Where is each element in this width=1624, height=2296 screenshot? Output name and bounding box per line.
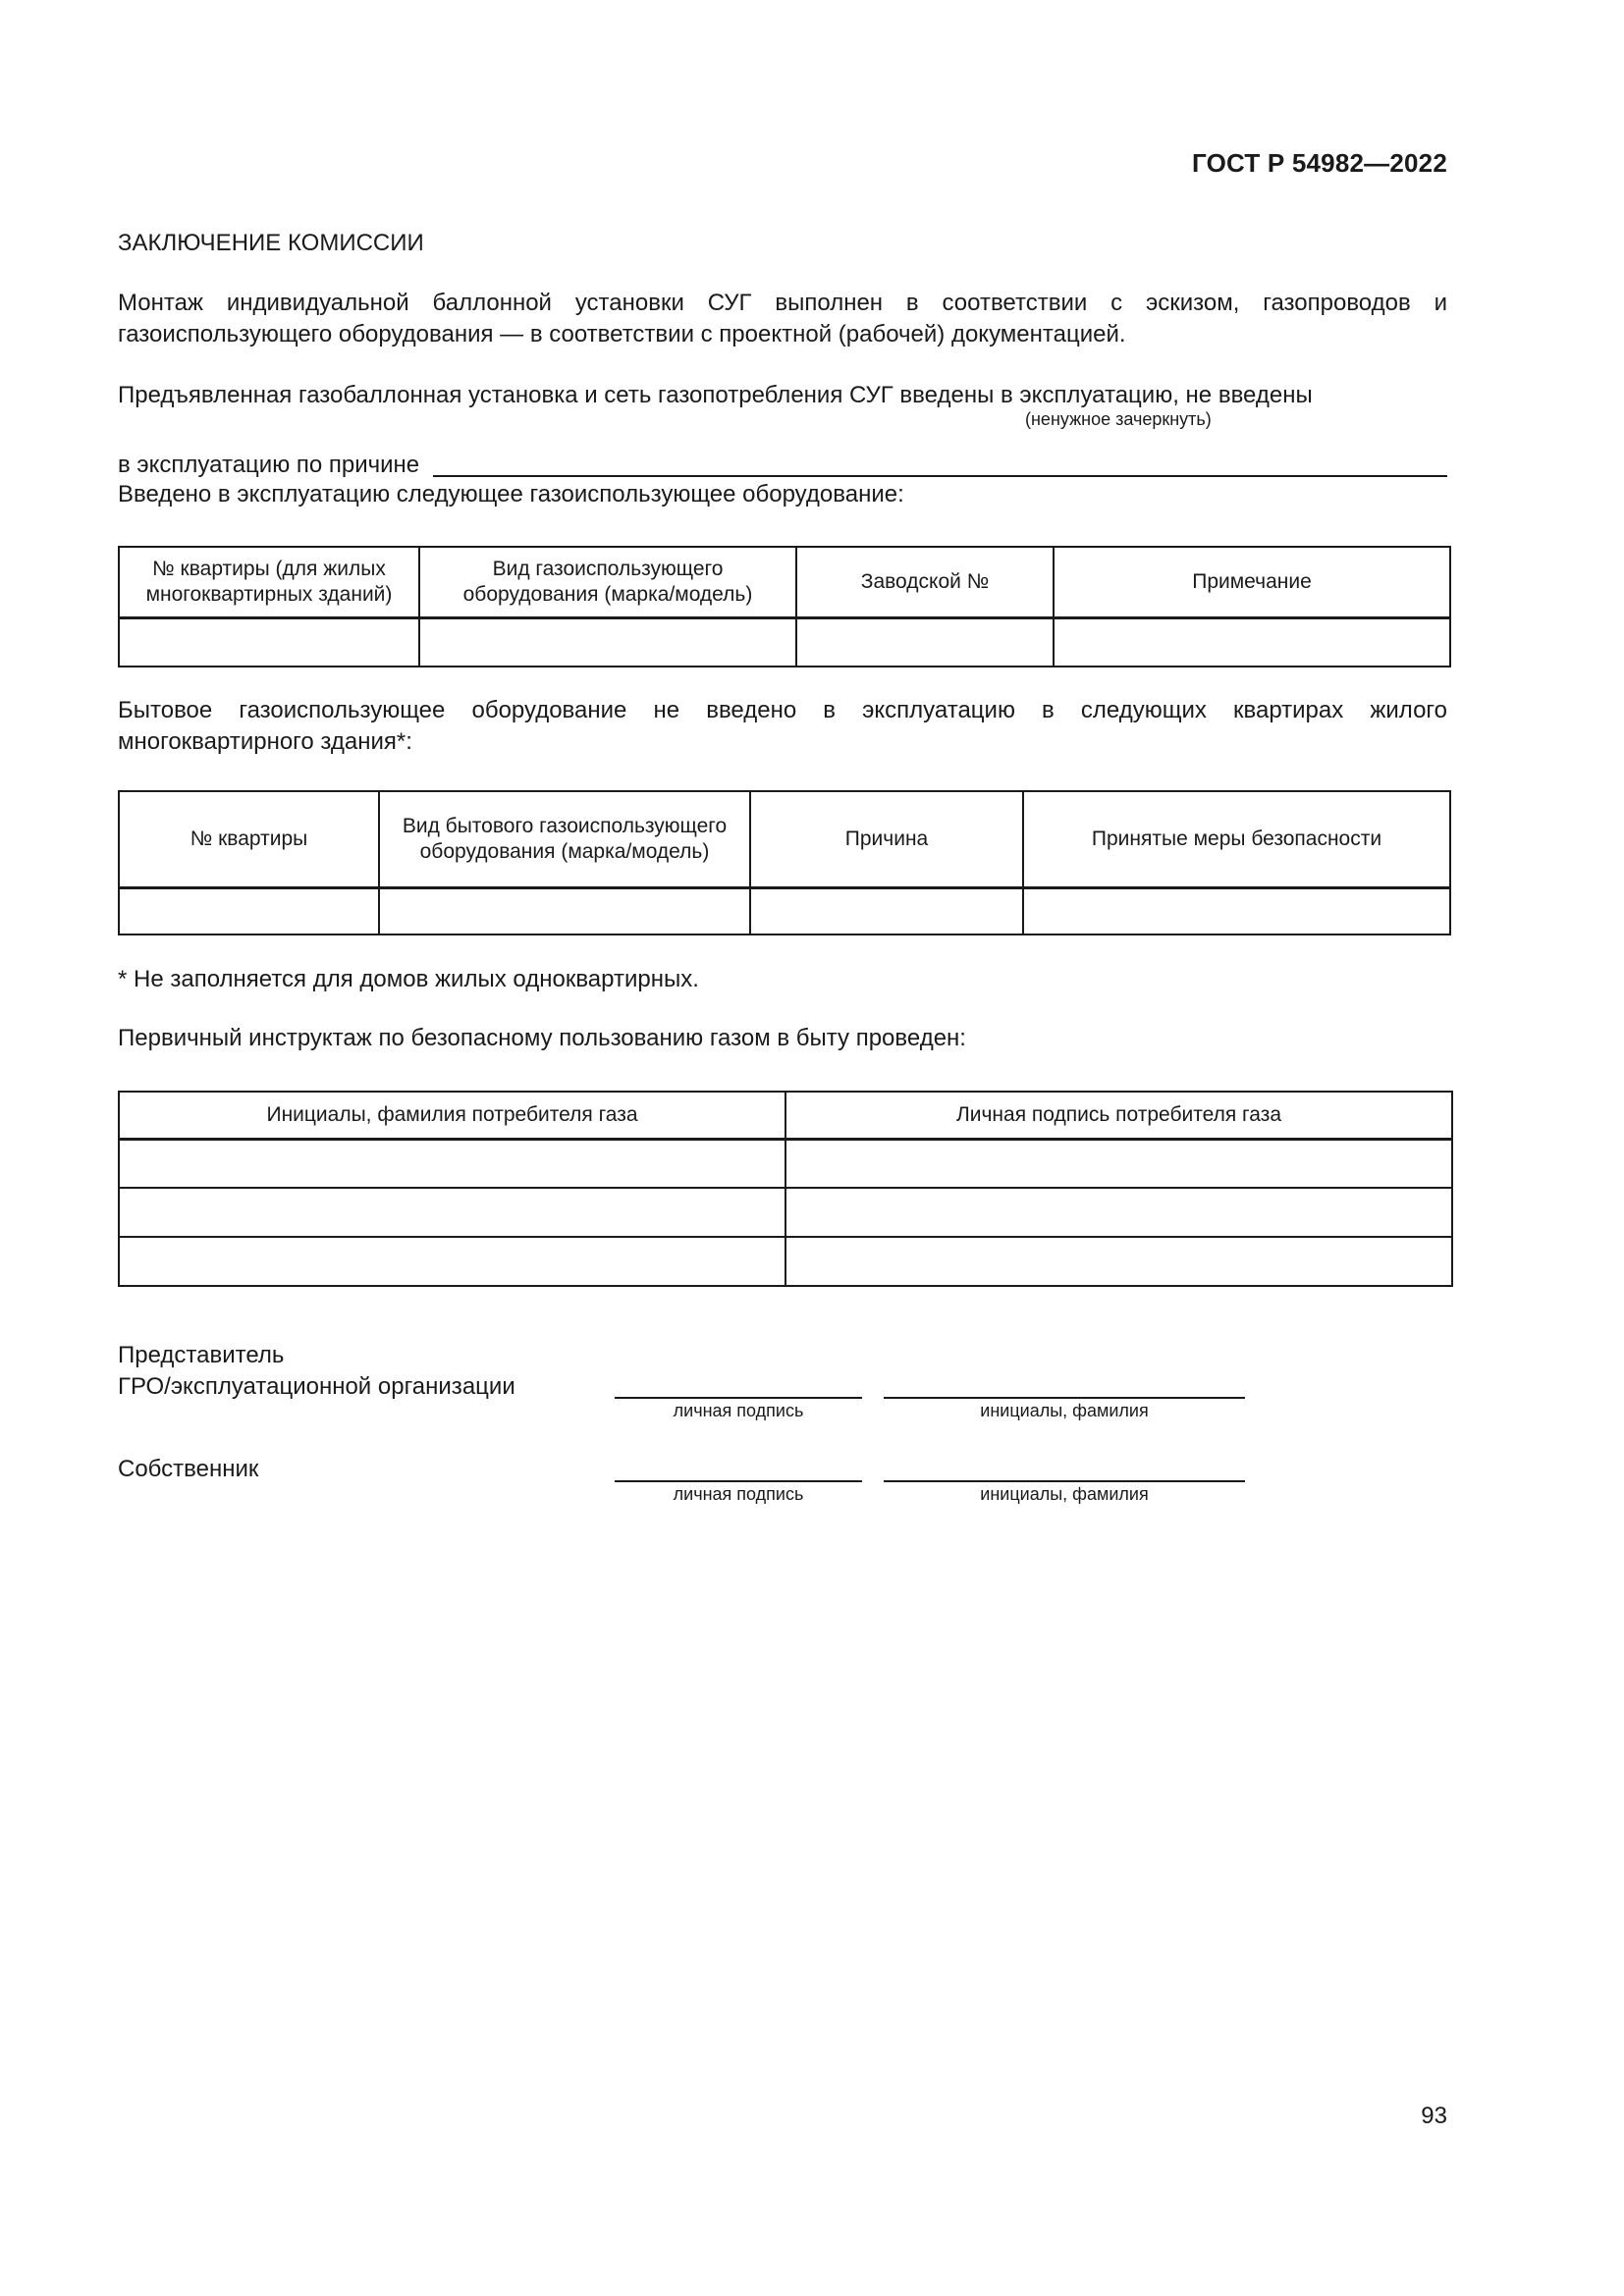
header-household-equipment: Вид бытового газоиспользующего оборудования (марка/модель)	[379, 791, 750, 887]
standard-number: ГОСТ Р 54982—2022	[1192, 148, 1447, 178]
header-note: Примечание	[1054, 547, 1450, 617]
header-apartment-number: № квартиры	[119, 791, 379, 887]
cell-note[interactable]	[1054, 617, 1450, 667]
cell-safety-measures[interactable]	[1023, 887, 1450, 934]
equipment-intro: Введено в эксплуатацию следующее газоиспользующее оборудование:	[118, 481, 904, 507]
table-header-row	[119, 791, 1450, 887]
representative-label: Представитель	[118, 1342, 285, 1368]
owner-name-line[interactable]	[884, 1480, 1245, 1482]
cell-consumer-signature[interactable]	[785, 1237, 1452, 1286]
footnote: * Не заполняется для домов жилых одноквартирных.	[118, 966, 699, 992]
table-header-row	[119, 547, 1450, 617]
representative-org-label: ГРО/эксплуатационной организации	[118, 1373, 515, 1400]
table-row	[119, 887, 1450, 934]
strike-note: (ненужное зачеркнуть)	[1025, 409, 1212, 429]
owner-signature-caption: личная подпись	[673, 1484, 804, 1504]
header-consumer-name: Инициалы, фамилия потребителя газа	[119, 1092, 785, 1139]
table-row	[119, 617, 1450, 667]
table-row	[119, 1237, 1452, 1286]
cell-serial-number[interactable]	[796, 617, 1054, 667]
cell-consumer-signature[interactable]	[785, 1139, 1452, 1188]
table-row	[119, 1188, 1452, 1237]
cell-reason[interactable]	[750, 887, 1023, 934]
cell-consumer-name[interactable]	[119, 1139, 785, 1188]
cell-apartment-number[interactable]	[119, 887, 379, 934]
header-reason: Причина	[750, 791, 1023, 887]
header-serial-number: Заводской №	[796, 547, 1054, 617]
header-consumer-signature: Личная подпись потребителя газа	[785, 1092, 1452, 1139]
cell-consumer-name[interactable]	[119, 1188, 785, 1237]
owner-signature-line[interactable]	[615, 1480, 862, 1482]
page-number: 93	[1421, 2103, 1447, 2129]
representative-name-caption: инициалы, фамилия	[980, 1401, 1149, 1420]
representative-signature-caption: личная подпись	[673, 1401, 804, 1420]
table-header-row	[119, 1092, 1452, 1139]
cell-consumer-signature[interactable]	[785, 1188, 1452, 1237]
instruction-table	[118, 1091, 1453, 1287]
instruction-paragraph: Первичный инструктаж по безопасному пользованию газом в быту проведен:	[118, 1025, 966, 1051]
cell-household-equipment[interactable]	[379, 887, 750, 934]
not-commissioned-paragraph: Бытовое газоиспользующее оборудование не введено в эксплуатацию в следующих квартирах жилого многоквартирного здания*:	[118, 697, 1447, 755]
owner-name-caption: инициалы, фамилия	[980, 1484, 1149, 1504]
cell-consumer-name[interactable]	[119, 1237, 785, 1286]
installation-paragraph: Монтаж индивидуальной баллонной установки СУГ выполнен в соответствии с эскизом, газопроводов и газоиспользующего оборудования — в соответствии с проектной (рабочей) документацией.	[118, 290, 1447, 347]
header-safety-measures: Принятые меры безопасности	[1023, 791, 1450, 887]
table-row	[119, 1139, 1452, 1188]
cell-apartment-number[interactable]	[119, 617, 419, 667]
commissioning-paragraph: Предъявленная газобаллонная установка и сеть газопотребления СУГ введены в эксплуатацию, не введены	[118, 382, 1313, 408]
owner-label: Собственник	[118, 1456, 259, 1482]
reason-label: в эксплуатацию по причине	[118, 452, 420, 478]
not-commissioned-table	[118, 790, 1451, 935]
representative-name-line[interactable]	[884, 1397, 1245, 1399]
reason-input-line[interactable]	[433, 475, 1447, 477]
header-equipment-type: Вид газоиспользующего оборудования (марка/модель)	[419, 547, 796, 617]
commissioned-equipment-table	[118, 546, 1451, 667]
representative-signature-line[interactable]	[615, 1397, 862, 1399]
section-title: ЗАКЛЮЧЕНИЕ КОМИССИИ	[118, 230, 424, 256]
cell-equipment-type[interactable]	[419, 617, 796, 667]
header-apartment-number: № квартиры (для жилых многоквартирных зданий)	[119, 547, 419, 617]
